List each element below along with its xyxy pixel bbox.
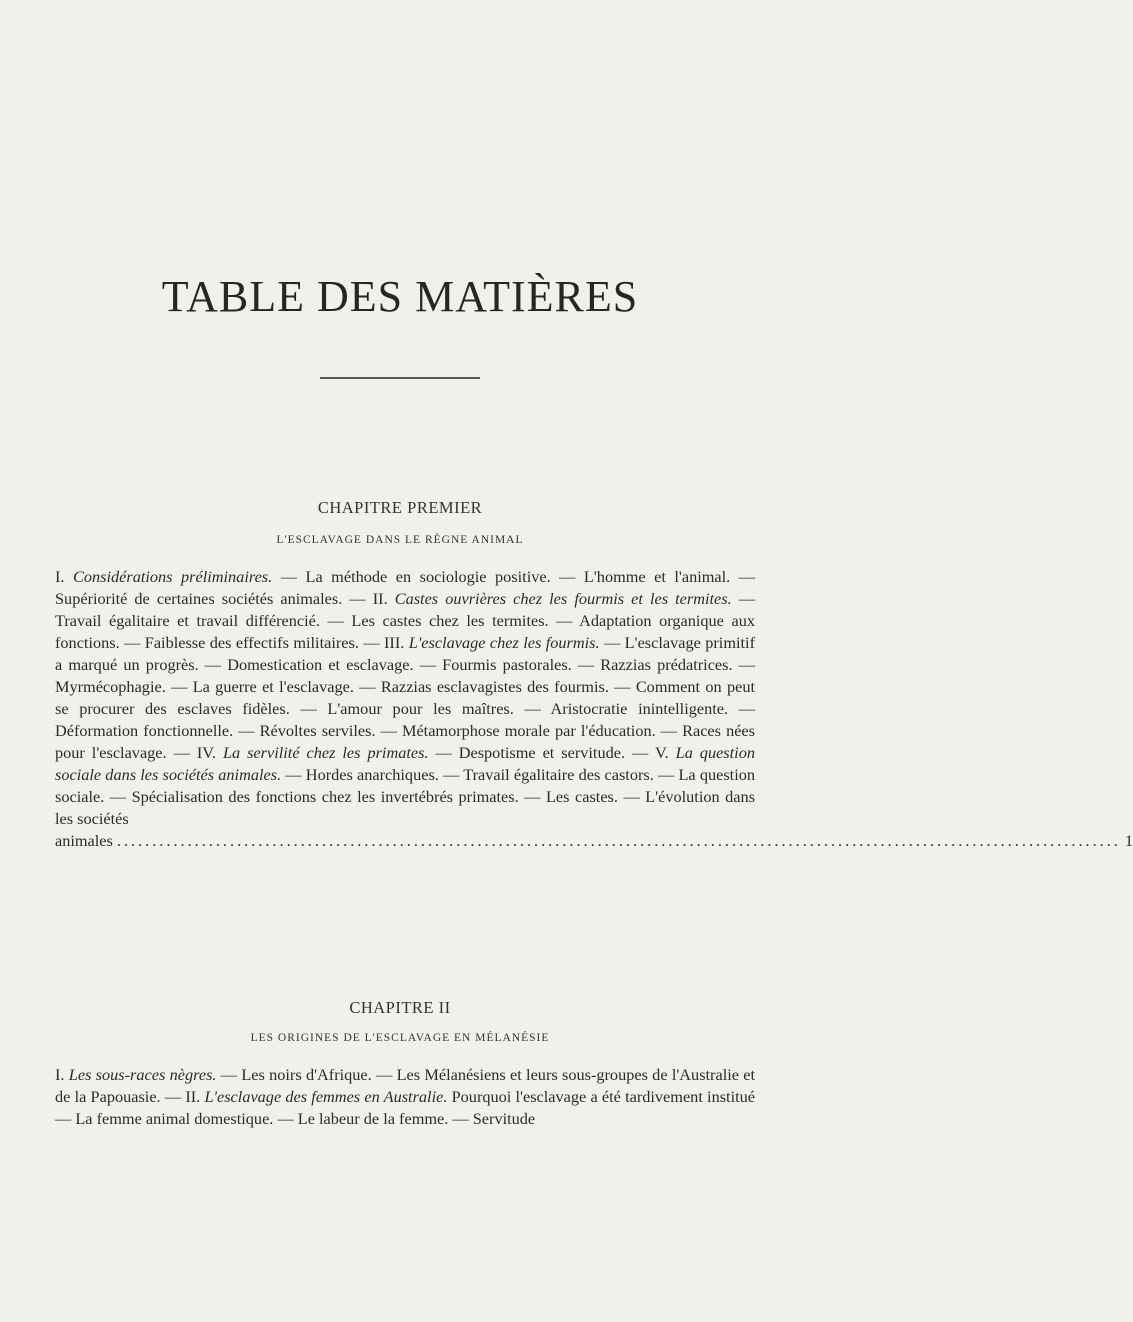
leader-dots: .............................................................................................................................................. [116,831,1121,850]
italic-section-title: La servilité chez les primates. [222,743,429,762]
page-title: TABLE DES MATIÈRES [161,272,639,321]
chapter-1-subtitle: L'ESCLAVAGE DANS LE RÈGNE ANIMAL [276,534,524,546]
summary-run: I. [55,1065,69,1084]
chapter-2-heading: CHAPITRE II [349,998,451,1017]
italic-section-title: Considérations préliminaires. [73,567,273,586]
summary-run: — L'esclavage primitif a marqué un progrès. — Domestication et esclavage. — Fourmis pastorales. — Razzias prédatrices. — Myrmécophagie. — La guerre et l'esclavage. — Razzias esclavagistes des fourmis. — Comment on peut se procurer des esclaves fidèles. — L'amour pour les maîtres. — Aristocratie inintelligente. — Déformation fonctionnelle. — Révoltes serviles. — Métamorphose morale par l'éducation. — Races nées pour l'esclavage. — IV. [55,633,755,762]
chapter-2-subtitle: LES ORIGINES DE L'ESCLAVAGE EN MÉLANÉSIE [250,1032,550,1044]
chapter-1-entry-tail: animales [55,831,113,850]
italic-section-title: La question sociale dans les sociétés animales. [55,743,755,784]
italic-section-title: Castes ouvrières chez les fourmis et les termites. [394,589,732,608]
chapter-1-summary-text [55,567,755,828]
chapter-2-summary-text [55,1065,755,1128]
summary-run: — Hordes anarchiques. — Travail égalitaire des castors. — La question sociale. — Spécialisation des fonctions chez les invertébrés primates. — Les castes. — L'évolution dans les sociétés [55,765,755,828]
chapter-1-toc-entry [55,830,1133,852]
summary-run: — Travail égalitaire et travail différencié. — Les castes chez les termites. — Adaptation organique aux fonctions. — Faiblesse des effectifs militaires. — III. [55,589,755,652]
chapter-1-page-number: 1 [1124,831,1133,850]
chapter-1-summary [55,566,1133,852]
summary-run: — La méthode en sociologie positive. — L'homme et l'animal. — Supériorité de certaines sociétés animales. — II. [55,567,756,608]
summary-run: Pourquoi l'esclavage a été tardivement institué — La femme animal domestique. — Le labeur de la femme. — Servitude [55,1087,755,1128]
summary-run: — Les noirs d'Afrique. — Les Mélanésiens et leurs sous-groupes de l'Australie et de la Papouasie. — II. [55,1065,756,1106]
italic-section-title: L'esclavage des femmes en Australie. [204,1087,448,1106]
italic-section-title: Les sous-races nègres. [68,1065,217,1084]
italic-section-title: L'esclavage chez les fourmis. [408,633,600,652]
chapter-1-heading: CHAPITRE PREMIER [317,498,483,517]
chapter-2-summary [55,1064,755,1130]
summary-run: I. [55,567,73,586]
title-divider [320,377,480,379]
summary-run: — Despotisme et servitude. — V. [428,743,676,762]
